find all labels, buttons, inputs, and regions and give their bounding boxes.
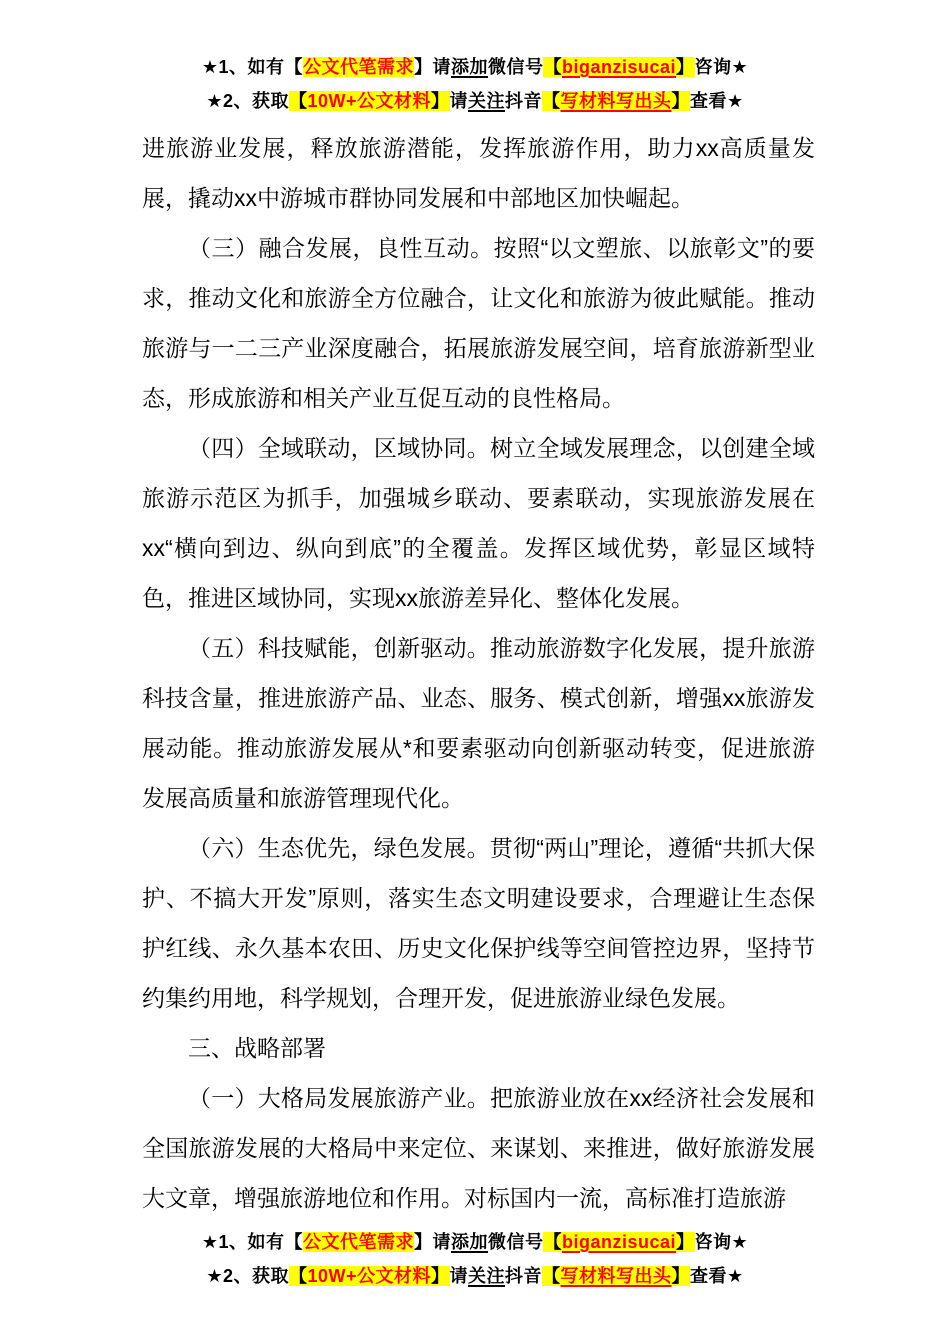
banner2-suffix: 查看★ (690, 91, 744, 111)
banner1-bracket-open: 【 (543, 57, 562, 77)
banner2-bracket2-close: 】 (671, 1266, 691, 1286)
banner1-underline-add: 添加 (450, 1232, 488, 1252)
banner2-bracket-open: 【 (288, 91, 308, 111)
banner2-text-please: 请 (449, 1266, 469, 1286)
banner2-bracket-open: 【 (288, 1266, 308, 1286)
banner2-bracket2-close: 】 (671, 91, 691, 111)
banner2-highlight-materials: 10W+公文材料 (307, 1266, 432, 1286)
banner1-wechat-id: biganzisucai (561, 1232, 677, 1252)
section-heading: 三、战略部署 (188, 1035, 326, 1061)
banner2-prefix: ★2、获取 (206, 1266, 289, 1286)
document-body (142, 118, 815, 1223)
banner1-underline-add: 添加 (450, 57, 488, 77)
footer-banner-line-1 (0, 1225, 950, 1259)
banner1-text-please: 】请 (413, 57, 451, 77)
banner2-bracket2-open: 【 (542, 1266, 561, 1286)
paragraph-item-6: （六）生态优先，绿色发展。贯彻“两山”理论，遵循“共抓大保护、不搞大开发”原则，落实生态文明建设要求，合理避让生态保护红线、永久基本农田、历史文化保护线等空间管控边界，坚持节约集约用地，科学规划，合理开发，促进旅游业绿色发展。 (142, 835, 815, 1011)
banner2-douyin-id: 写材料写出头 (560, 91, 672, 111)
banner2-suffix: 查看★ (690, 1266, 744, 1286)
footer-banner-line-2 (0, 1259, 950, 1293)
banner2-underline-follow: 关注 (468, 1266, 506, 1286)
banner1-bracket-open: 【 (543, 1232, 562, 1252)
banner2-text-please: 请 (449, 91, 469, 111)
banner1-suffix: 咨询★ (694, 1232, 749, 1252)
paragraph-item-5: （五）科技赋能，创新驱动。推动旅游数字化发展，提升旅游科技含量，推进旅游产品、业态、服务、模式创新，增强xx旅游发展动能。推动旅游发展从*和要素驱动向创新驱动转变，促进旅游发展高质量和旅游管理现代化。 (142, 635, 815, 811)
banner1-text-wechat: 微信号 (487, 57, 544, 77)
banner1-suffix: 咨询★ (694, 57, 749, 77)
banner2-bracket-close: 】 (431, 1266, 450, 1286)
banner2-bracket2-open: 【 (542, 91, 561, 111)
banner2-text-douyin: 抖音 (505, 91, 543, 111)
header-banner-line-1 (0, 50, 950, 84)
banner1-prefix: ★1、如有【 (201, 1232, 303, 1252)
banner2-highlight-materials: 10W+公文材料 (307, 91, 432, 111)
header-banner-line-2 (0, 84, 950, 118)
paragraph-item-3: （三）融合发展，良性互动。按照“以文塑旅、以旅彰文”的要求，推动文化和旅游全方位融合，让文化和旅游为彼此赋能。推动旅游与一二三产业深度融合，拓展旅游发展空间，培育旅游新型业态，形成旅游和相关产业互促互动的良性格局。 (142, 235, 815, 411)
banner2-prefix: ★2、获取 (206, 91, 289, 111)
banner2-douyin-id: 写材料写出头 (560, 1266, 672, 1286)
banner1-text-please: 】请 (413, 1232, 451, 1252)
footer-banner (0, 1223, 950, 1293)
banner1-wechat-id: biganzisucai (561, 57, 677, 77)
header-banner (0, 0, 950, 118)
banner1-highlight-service: 公文代笔需求 (302, 57, 414, 77)
paragraph-continuation: 进旅游业发展，释放旅游潜能，发挥旅游作用，助力xx高质量发展，撬动xx中游城市群协同发展和中部地区加快崛起。 (142, 135, 815, 211)
paragraph-item-4: （四）全域联动，区域协同。树立全域发展理念，以创建全域旅游示范区为抓手，加强城乡联动、要素联动，实现旅游发展在xx“横向到边、纵向到底”的全覆盖。发挥区域优势，彰显区域特色，推进区域协同，实现xx旅游差异化、整体化发展。 (142, 435, 815, 611)
banner1-text-wechat: 微信号 (487, 1232, 544, 1252)
banner1-bracket-close: 】 (676, 57, 695, 77)
banner1-prefix: ★1、如有【 (201, 57, 303, 77)
banner2-text-douyin: 抖音 (505, 1266, 543, 1286)
banner2-bracket-close: 】 (431, 91, 450, 111)
banner2-underline-follow: 关注 (468, 91, 506, 111)
banner1-highlight-service: 公文代笔需求 (302, 1232, 414, 1252)
banner1-bracket-close: 】 (676, 1232, 695, 1252)
paragraph-item-1: （一）大格局发展旅游产业。把旅游业放在xx经济社会发展和全国旅游发展的大格局中来定位、来谋划、来推进，做好旅游发展大文章，增强旅游地位和作用。对标国内一流，高标准打造旅游 (142, 1085, 815, 1211)
